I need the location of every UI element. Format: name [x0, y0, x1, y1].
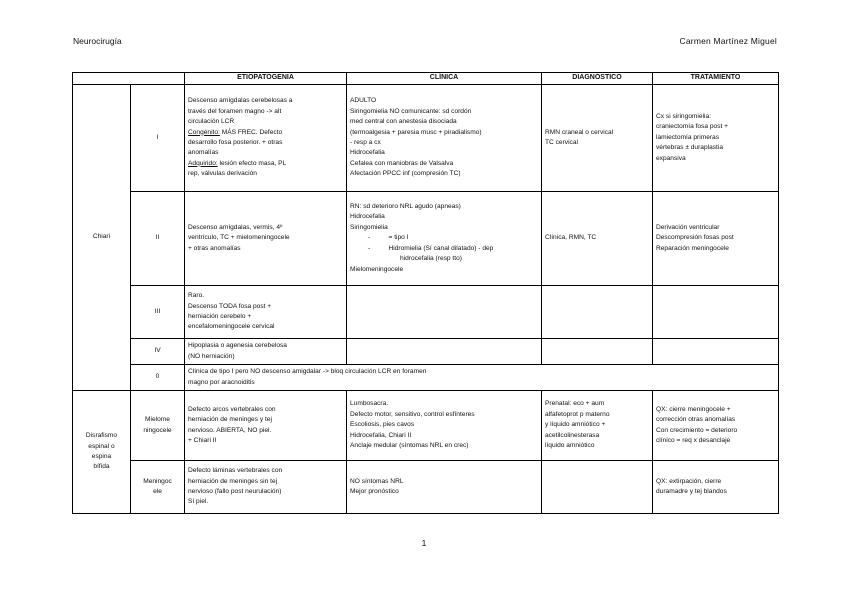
table-header-row	[73, 73, 779, 85]
meningo-tx: QX: extirpación, cierre duramadre y tej blandos	[653, 461, 779, 514]
type-chiari-iv: IV	[131, 339, 185, 365]
type-mielomeningocele: Mielome ningocele	[131, 391, 185, 461]
header-right: Carmen Martínez Miguel	[679, 36, 777, 46]
chiari-iv-etio: Hipoplasia o agenesia cerebelosa (NO herniación)	[185, 339, 347, 365]
chiari-iii-dx	[542, 286, 653, 339]
chiari-i-clinica: ADULTO Siringomielia NO comunicante: sd cordón med central con anestesia disociada (termoalgesia + paresia musc + piradialismo) - resp a cx Hidrocefalia Cefalea con maniobras de Valsalva Afectación PPCC inf (compresión TC)	[347, 85, 542, 192]
meningo-dx	[542, 461, 653, 514]
col-tratamiento: TRATAMIENTO	[653, 73, 779, 85]
chiari-iv-tx	[653, 339, 779, 365]
mielo-etio: Defecto arcos vertebrales con herniación de meninges y tej nervioso. ABIERTA, NO piel. + Chiari II	[185, 391, 347, 461]
page-number: 1	[421, 538, 427, 548]
meningo-clinica: NO síntomas NRL Mejor pronóstico	[347, 461, 542, 514]
header-empty-cell	[73, 73, 185, 85]
col-diagnostico: DIAGNÓSTICO	[542, 73, 653, 85]
chiari-ii-tx: Derivación ventricular Descompresión fosas post Reparación meningocele	[653, 192, 779, 286]
mielo-tx: QX: cierre meningocele + corrección otras anomalías Con crecimiento = deterioro clínico = req x desanclaje	[653, 391, 779, 461]
chiari-ii-clinica: RN: sd deterioro NRL agudo (apneas) Hidrocefalia Siringomielia - = tipo I - Hidromielia (Sí canal dilatado) - dep hidrocefalia (resp tto) Mielomeningocele	[347, 192, 542, 286]
type-meningocele: Meningoc ele	[131, 461, 185, 514]
group-chiari: Chiari	[73, 85, 131, 391]
type-chiari-0: 0	[131, 365, 185, 391]
type-chiari-iii: III	[131, 286, 185, 339]
table-row	[73, 365, 779, 391]
chiari-iii-clinica	[347, 286, 542, 339]
type-chiari-ii: II	[131, 192, 185, 286]
chiari-iii-tx	[653, 286, 779, 339]
group-disrafismo: Disrafismo espinal o espina bífida	[73, 391, 131, 514]
chiari-iv-dx	[542, 339, 653, 365]
table-row	[73, 339, 779, 365]
chiari-0-text: Clínica de tipo I pero NO descenso amigdalar -> bloq circulación LCR en foramen magno por aracnoiditis	[185, 365, 779, 391]
mielo-clinica: Lumbosacra. Defecto motor, sensitivo, control esfínteres Escoliosis, pies cavos Hidrocefalia, Chiari II Anclaje medular (síntomas NRL en crec)	[347, 391, 542, 461]
neurosurgery-table	[72, 72, 779, 514]
chiari-iii-etio: Raro. Descenso TODA fosa post + herniación cerebelo + encefalomeningocele cervical	[185, 286, 347, 339]
table-row	[73, 192, 779, 286]
chiari-i-dx: RMN craneal o cervical TC cervical	[542, 85, 653, 192]
chiari-ii-etio: Descenso amígdalas, vermis, 4º ventrículo, TC + mielomeningocele + otras anomalías	[185, 192, 347, 286]
chiari-iv-clinica	[347, 339, 542, 365]
meningo-etio: Defecto láminas vertebrales con herniación de meninges sin tej nervioso (fallo post neurulación) Sí piel.	[185, 461, 347, 514]
table-row	[73, 85, 779, 192]
col-clinica: CLÍNICA	[347, 73, 542, 85]
table-row	[73, 391, 779, 461]
col-etiopatogenia: ETIOPATOGENIA	[185, 73, 347, 85]
table-row	[73, 461, 779, 514]
mielo-dx: Prenatal: eco + aum alfafetoprot p materno y líquido amniótico + acetilcolinesterasa líquido amniótico	[542, 391, 653, 461]
chiari-i-tx: Cx si siringomielia: craniectomía fosa post + lamiectomía primeras vértebras ± duraplastia expansiva	[653, 85, 779, 192]
chiari-i-etio: Descenso amígdalas cerebelosas a través del foramen magno -> alt circulación LCR Congénito: MÁS FREC. Defecto desarrollo fosa posterior. + otras anomalías Adquirido: lesión efecto masa, PL rep, válvulas derivación	[185, 85, 347, 192]
header-left: Neurocirugía	[73, 36, 122, 46]
chiari-ii-dx: Clínica, RMN, TC	[542, 192, 653, 286]
table-row	[73, 286, 779, 339]
type-chiari-i: I	[131, 85, 185, 192]
